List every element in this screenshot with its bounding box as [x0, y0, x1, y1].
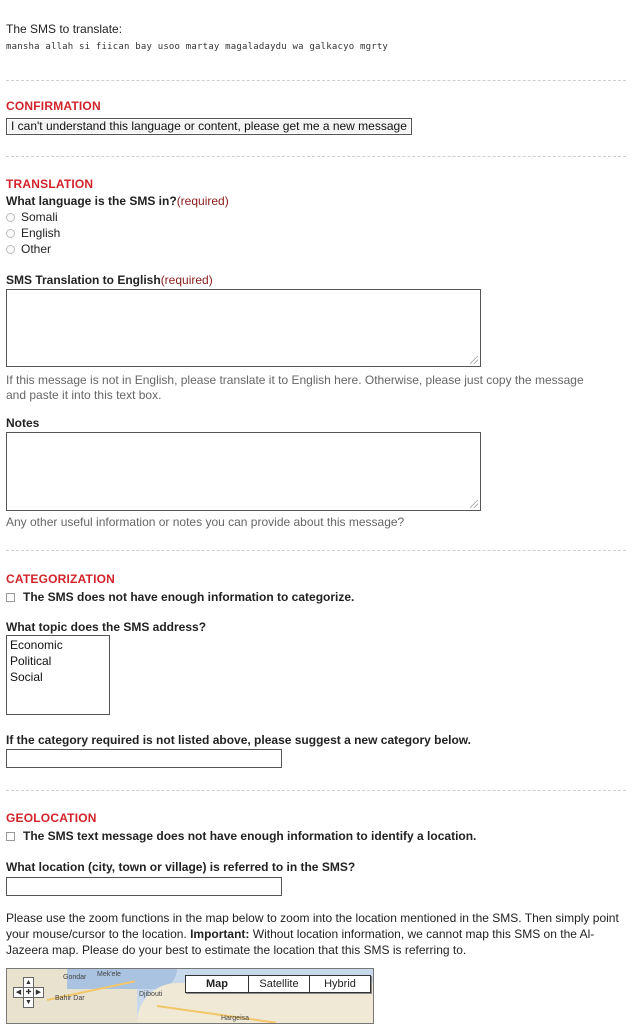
pan-right-icon[interactable]: ▶ [33, 987, 44, 998]
radio-somali[interactable] [6, 210, 58, 224]
map-type-hybrid[interactable]: Hybrid [309, 975, 371, 993]
categorization-title: CATEGORIZATION [6, 572, 116, 586]
radio-label: Somali [21, 210, 58, 224]
notes-label: Notes [6, 416, 40, 430]
map-instructions [6, 910, 626, 958]
radio-label: English [21, 226, 61, 240]
sms-text: mansha allah si fiican bay usoo martay magaladaydu wa galkacyo mgrty [6, 42, 389, 52]
new-category-input[interactable] [6, 749, 282, 768]
divider [6, 550, 626, 551]
checkbox-icon[interactable] [6, 593, 15, 602]
radio-label: Other [21, 242, 52, 256]
no-category-label: The SMS does not have enough information to categorize. [23, 590, 355, 604]
no-location-label: The SMS text message does not have enough information to identify a location. [23, 829, 477, 843]
map-label: Gondar [63, 974, 87, 981]
map-label: Bahir Dar [55, 995, 85, 1002]
new-category-label: If the category required is not listed above, please suggest a new category below. [6, 733, 472, 747]
translation-title: TRANSLATION [6, 177, 94, 191]
notes-textarea[interactable] [6, 432, 481, 511]
map-label: Mek'ele [97, 971, 121, 978]
map-label: Hargeisa [221, 1015, 250, 1022]
pan-left-icon[interactable]: ◀ [13, 987, 24, 998]
location-map[interactable] [6, 968, 374, 1024]
confirmation-title: CONFIRMATION [6, 99, 101, 113]
checkbox-icon[interactable] [6, 832, 15, 841]
translation-help: If this message is not in English, please translate it to English here. Otherwise, please just copy the message and paste it into this text box. [6, 373, 584, 402]
no-category-checkbox-row[interactable] [6, 590, 354, 604]
location-question: What location (city, town or village) is referred to in the SMS? [6, 860, 356, 874]
geolocation-title: GEOLOCATION [6, 811, 97, 825]
pan-center-icon[interactable]: ✚ [23, 987, 34, 998]
translation-textarea[interactable] [6, 289, 481, 367]
language-question [6, 194, 229, 208]
required-marker: (required) [176, 194, 229, 208]
divider [6, 790, 626, 791]
resize-grip-icon[interactable] [470, 500, 478, 508]
location-input[interactable] [6, 877, 282, 896]
radio-circle-icon[interactable] [6, 245, 15, 254]
divider [6, 80, 626, 81]
translation-label: SMS Translation to English [6, 273, 161, 287]
topic-option[interactable]: Political [10, 654, 52, 668]
notes-help: Any other useful information or notes you can provide about this message? [6, 515, 405, 529]
radio-other[interactable] [6, 242, 51, 256]
topic-option[interactable]: Social [10, 670, 43, 684]
map-type-map[interactable]: Map [185, 975, 249, 993]
language-question-label: What language is the SMS in? [6, 194, 177, 208]
required-marker: (required) [160, 273, 213, 287]
map-pan-control[interactable] [13, 977, 43, 1007]
intro-text: The SMS to translate: [6, 22, 123, 36]
new-message-button[interactable]: I can't understand this language or content, please get me a new message [6, 118, 412, 135]
pan-down-icon[interactable]: ▼ [23, 997, 34, 1008]
divider [6, 156, 626, 157]
radio-circle-icon[interactable] [6, 229, 15, 238]
map-type-control[interactable] [185, 975, 370, 993]
topic-listbox[interactable] [6, 635, 110, 715]
map-label: Djibouti [139, 991, 163, 998]
resize-grip-icon[interactable] [470, 356, 478, 364]
pan-up-icon[interactable]: ▲ [23, 977, 34, 988]
topic-question: What topic does the SMS address? [6, 620, 207, 634]
important-label: Important: [190, 927, 250, 941]
no-location-checkbox-row[interactable] [6, 829, 476, 843]
map-type-satellite[interactable]: Satellite [248, 975, 310, 993]
radio-circle-icon[interactable] [6, 213, 15, 222]
topic-option[interactable]: Economic [10, 638, 63, 652]
radio-english[interactable] [6, 226, 60, 240]
translation-question [6, 273, 213, 287]
instructions-text-cont: Without location information, we cannot map this SMS on the Al-Jazeera map. Please do your best to estimate the location that this SMS is referring to. [6, 927, 595, 957]
instructions-text: Please use the zoom functions in the map below to zoom into the location mentioned in the SMS. Then simply point your mouse/cursor to the location. [6, 911, 619, 941]
